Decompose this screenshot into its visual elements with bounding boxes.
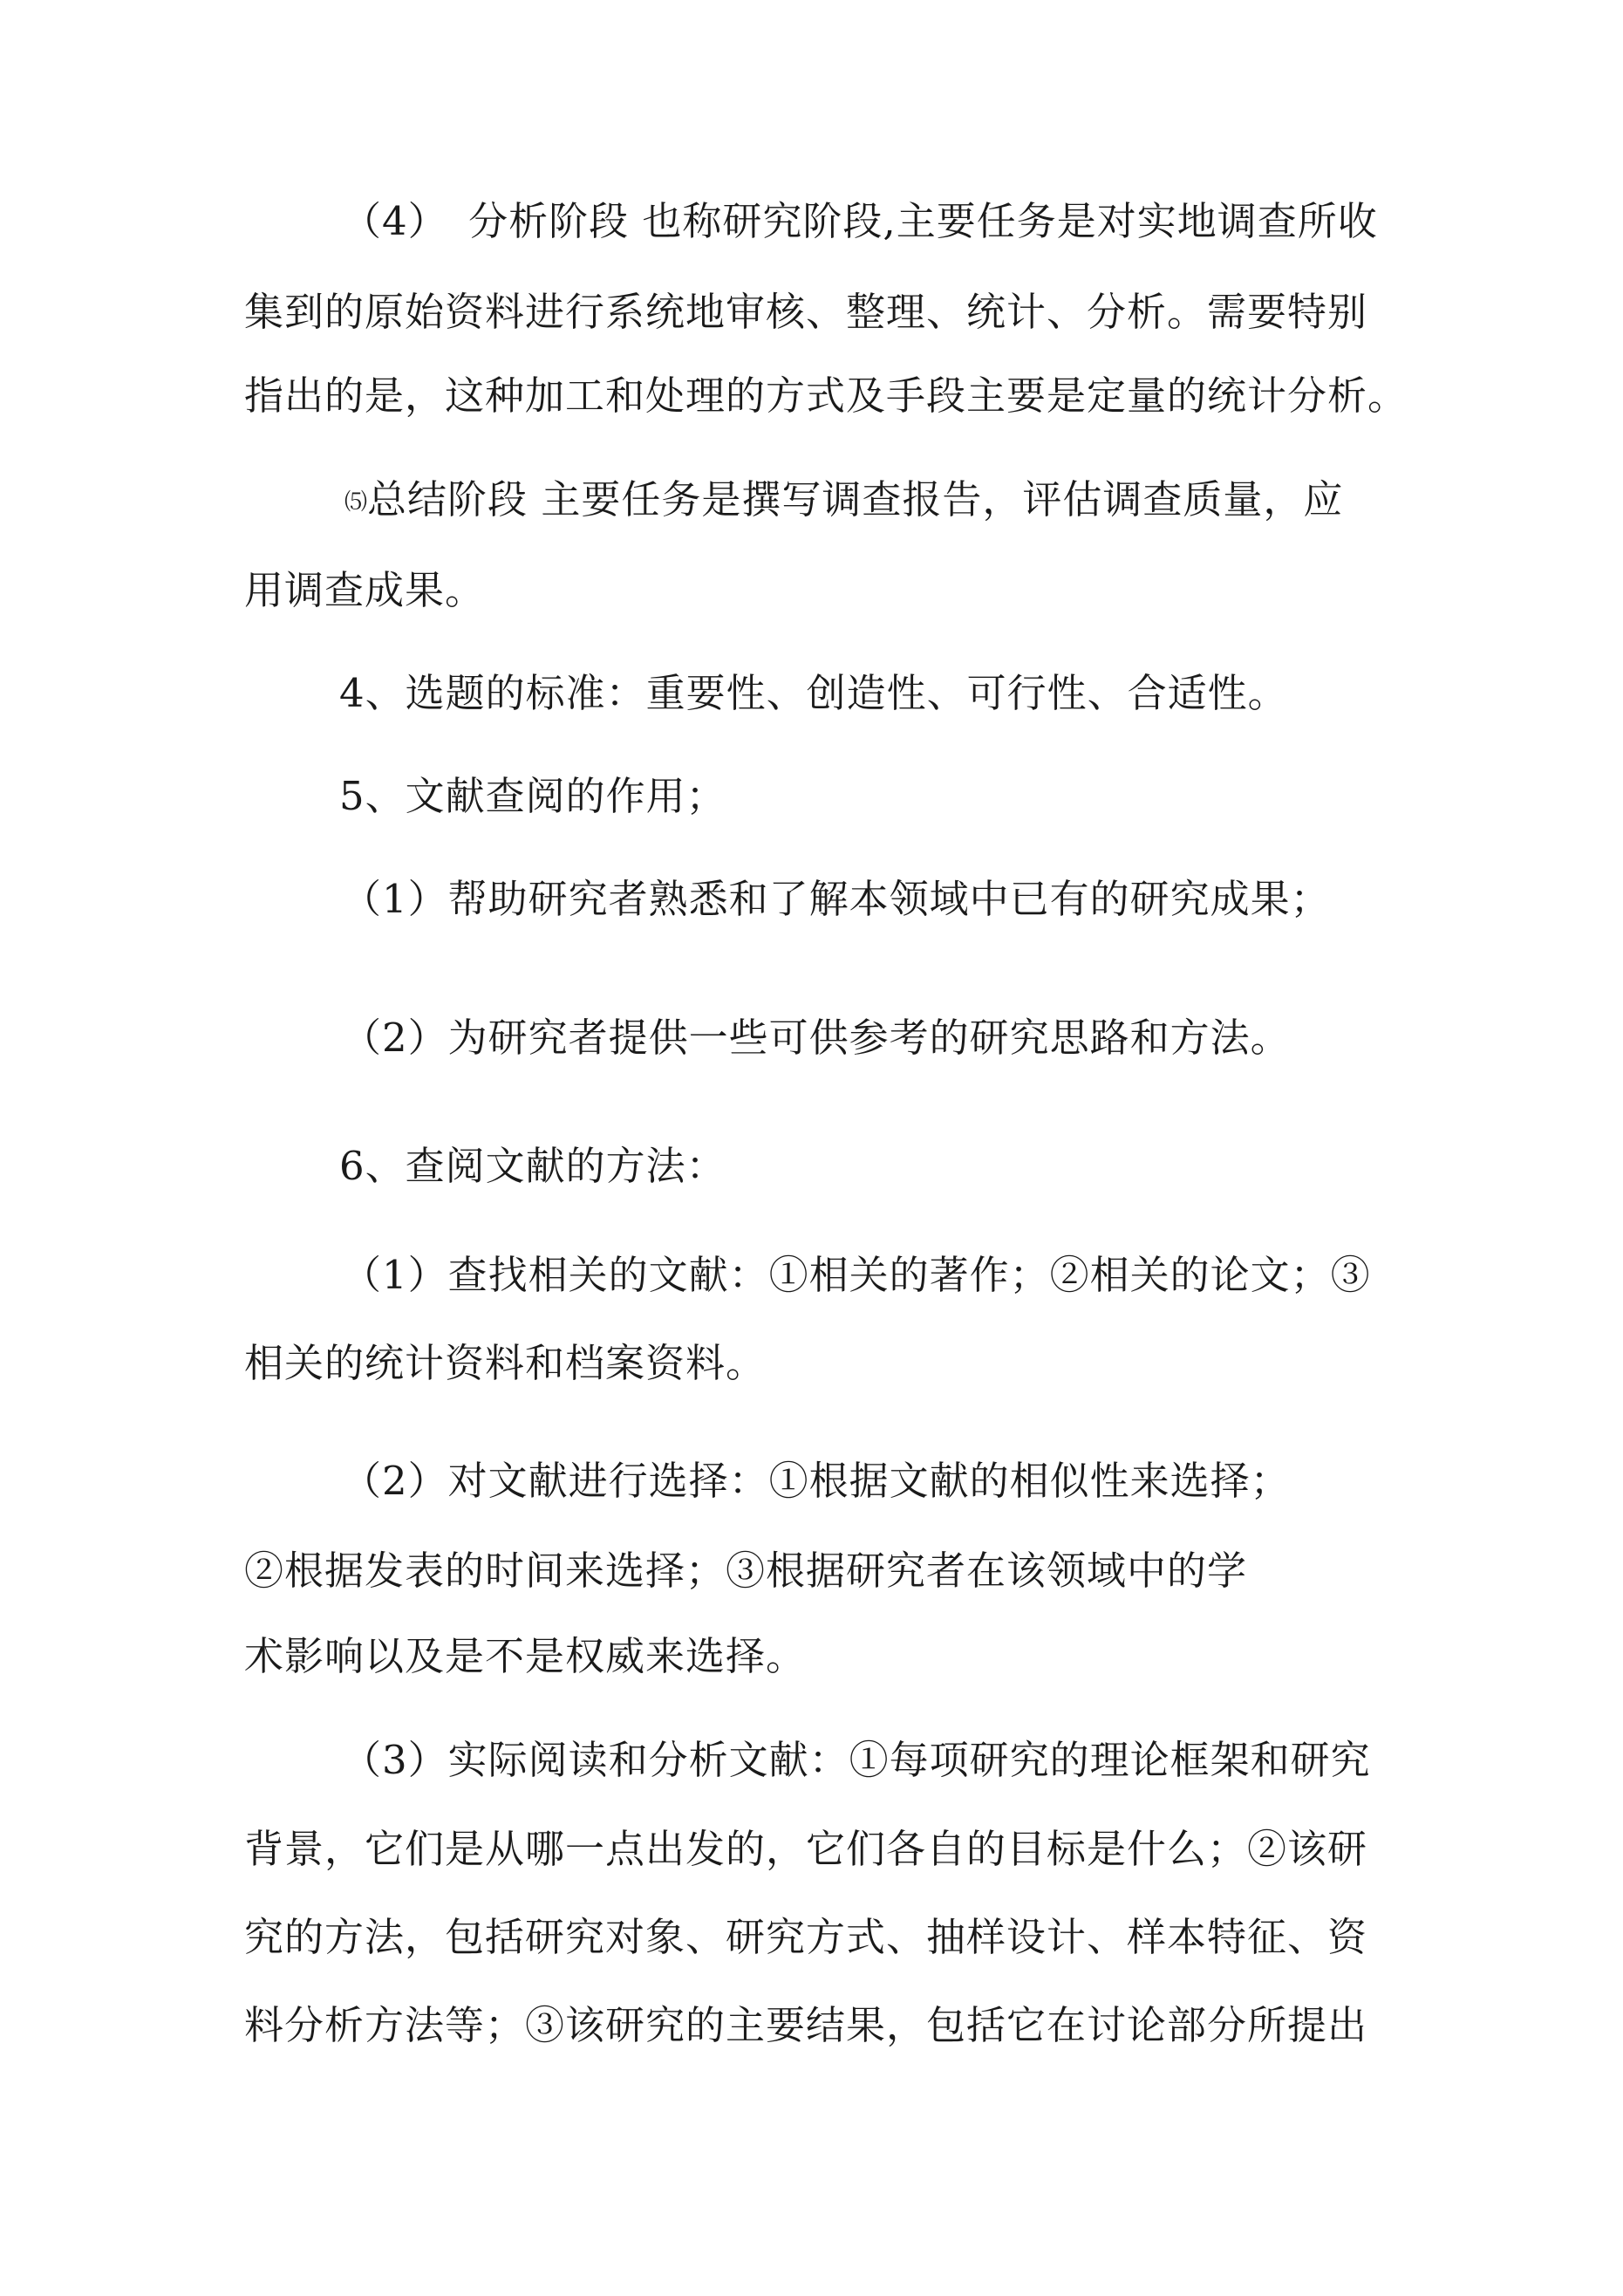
paragraph-line: 术影响以及是不是权威来选择。	[244, 1633, 807, 1679]
paragraph-line: 料分析方法等；③该研究的主要结果，包括它在讨论部分所提出	[244, 2002, 1368, 2048]
paragraph-text: 总结阶段 主要任务是撰写调查报告，评估调查质量，应	[367, 476, 1344, 523]
paragraph-line: 集到的原始资料进行系统地审核、整理、统计、分析。需要特别	[244, 289, 1368, 335]
list-item: 5、文献查阅的作用；	[339, 773, 726, 819]
paragraph-line: （3）实际阅读和分析文献：①每项研究的理论框架和研究	[342, 1737, 1371, 1783]
list-item: （2）为研究者提供一些可供参考的研究思路和方法。	[342, 1015, 1291, 1061]
paragraph-line: 指出的是，这种加工和处理的方式及手段主要是定量的统计分析。	[244, 372, 1408, 419]
paragraph-line	[344, 474, 1343, 529]
list-item: （1）帮助研究者熟悉和了解本领域中已有的研究成果；	[342, 876, 1331, 922]
paragraph-line: （2）对文献进行选择：①根据文献的相似性来选择；	[342, 1458, 1291, 1504]
paragraph-line: 相关的统计资料和档案资料。	[244, 1340, 767, 1386]
paragraph-line: ②根据发表的时间来选择；③根据研究者在该领域中的学	[244, 1548, 1248, 1594]
paragraph-line: 究的方法，包括研究对象、研究方式、抽样设计、样本特征、资	[244, 1914, 1368, 1960]
list-item: 4、选题的标准：重要性、创造性、可行性、合适性。	[339, 670, 1288, 716]
paragraph-line: 背景，它们是从哪一点出发的，它们各自的目标是什么；②该研	[244, 1826, 1368, 1872]
list-item: 6、查阅文献的方法：	[339, 1143, 726, 1189]
paragraph-line: 用调查成果。	[244, 567, 486, 613]
list-marker: ⑸	[344, 489, 368, 516]
paragraph-line: （1）查找相关的文献：①相关的著作；②相关的论文；③	[342, 1252, 1371, 1298]
paragraph-line: （4） 分析阶段 也称研究阶段,主要任务是对实地调查所收	[342, 198, 1378, 244]
